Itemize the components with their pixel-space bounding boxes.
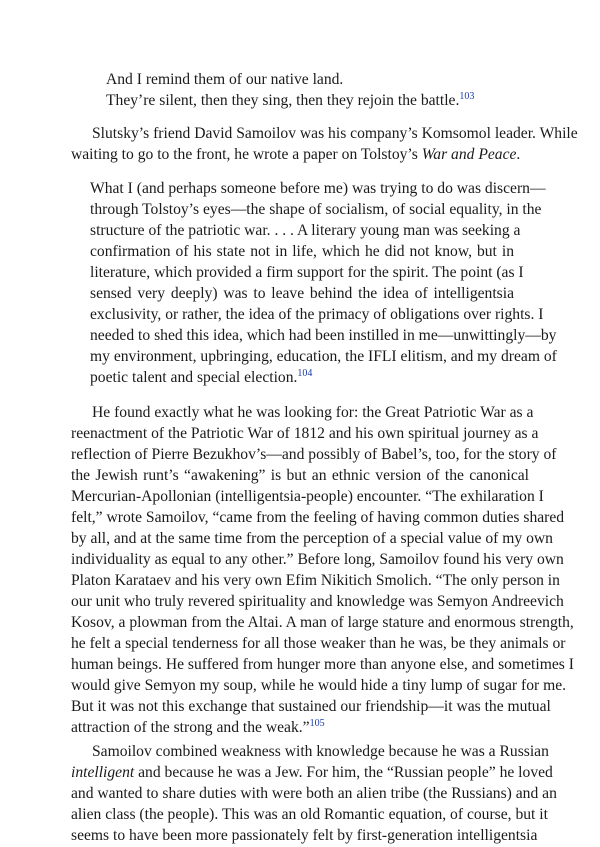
paragraph-line: seems to have been more passionately felt by first-generation intelligentsia (71, 827, 538, 844)
paragraph-line (71, 144, 520, 166)
paragraph-line: Platon Karataev and his very own Efim Nikitich Smolich. “The only person in (71, 572, 560, 589)
paragraph-text: attraction of the strong and the weak.” (71, 719, 310, 736)
quote-line (90, 367, 312, 389)
paragraph-line: But it was not this exchange that sustained our friendship—it was the mutual (71, 698, 551, 715)
paragraph-line: the Jewish runt’s “awakening” is but an ethnic version of the canonical (71, 467, 529, 484)
paragraph-line: by all, and at the same time from the perception of a special value of my own (71, 530, 553, 547)
quote-line: my environment, upbringing, education, the IFLI elitism, and my dream of (90, 348, 557, 365)
paragraph-line: and wanted to share duties with were both an alien tribe (the Russians) and an (71, 785, 557, 802)
quote-text: poetic talent and special election. (90, 369, 298, 386)
quote-line: exclusivity, or rather, the idea of the primacy of obligations over rights. I (90, 306, 544, 323)
quote-line: literature, which provided a firm support for the spirit. The point (as I (90, 264, 524, 281)
paragraph-line (71, 717, 325, 739)
paragraph-text: . (516, 146, 521, 163)
quote-line: structure of the patriotic war. . . . A literary young man was seeking a (90, 222, 521, 239)
quote-line: What I (and perhaps someone before me) was trying to do was discern— (90, 180, 546, 197)
verse-line: And I remind them of our native land. (106, 71, 344, 88)
footnote-ref-103[interactable]: 103 (459, 91, 475, 102)
quote-line: sensed very deeply) was to leave behind the idea of intelligentsia (90, 285, 514, 302)
paragraph-line: human beings. He suffered from hunger more than anyone else, and sometimes I (71, 656, 574, 673)
paragraph-line: Kosov, a plowman from the Altai. A man of large stature and enormous strength, (71, 614, 574, 631)
paragraph-line: individuality as equal to any other.” Before long, Samoilov found his very own (71, 551, 564, 568)
paragraph-line: our unit who truly revered spirituality and knowledge was Semyon Andreevich (71, 593, 564, 610)
paragraph-text: waiting to go to the front, he wrote a paper on Tolstoy’s (71, 146, 422, 163)
paragraph-line: reflection of Pierre Bezukhov’s—and possibly of Babel’s, too, for the story of (71, 446, 557, 463)
book-title: War and Peace (421, 146, 517, 163)
footnote-ref-104[interactable]: 104 (297, 368, 313, 379)
paragraph-line: reenactment of the Patriotic War of 1812 and his own spiritual journey as a (71, 425, 539, 442)
paragraph-line: felt,” wrote Samoilov, “came from the feeling of having common duties shared (71, 509, 565, 526)
verse-line (106, 90, 474, 112)
verse-text: They’re silent, then they sing, then they rejoin the battle. (106, 92, 460, 109)
paragraph-line: would give Semyon my soup, while he would hide a tiny lump of sugar for me. (71, 677, 567, 694)
quote-line: through Tolstoy’s eyes—the shape of socialism, of social equality, in the (90, 201, 542, 218)
footnote-ref-105[interactable]: 105 (309, 718, 325, 729)
paragraph-line: Slutsky’s friend David Samoilov was his company’s Komsomol leader. While (92, 125, 578, 142)
paragraph-line: Samoilov combined weakness with knowledge because he was a Russian (92, 743, 549, 760)
paragraph-line: he felt a special tenderness for all those weaker than he was, be they animals or (71, 635, 566, 652)
paragraph-line: alien class (the people). This was an old Romantic equation, of course, but it (71, 806, 548, 823)
paragraph-line (71, 762, 553, 784)
paragraph-line: He found exactly what he was looking for: the Great Patriotic War as a (92, 404, 534, 421)
quote-line: confirmation of his state not in life, which he did not know, but in (90, 243, 514, 260)
italic-term: intelligent (71, 764, 135, 781)
quote-line: needed to shed this idea, which had been instilled in me—unwittingly—by (90, 327, 557, 344)
paragraph-line: Mercurian-Apollonian (intelligentsia-people) encounter. “The exhilaration I (71, 488, 544, 505)
paragraph-text: and because he was a Jew. For him, the “Russian people” he loved (134, 764, 553, 781)
